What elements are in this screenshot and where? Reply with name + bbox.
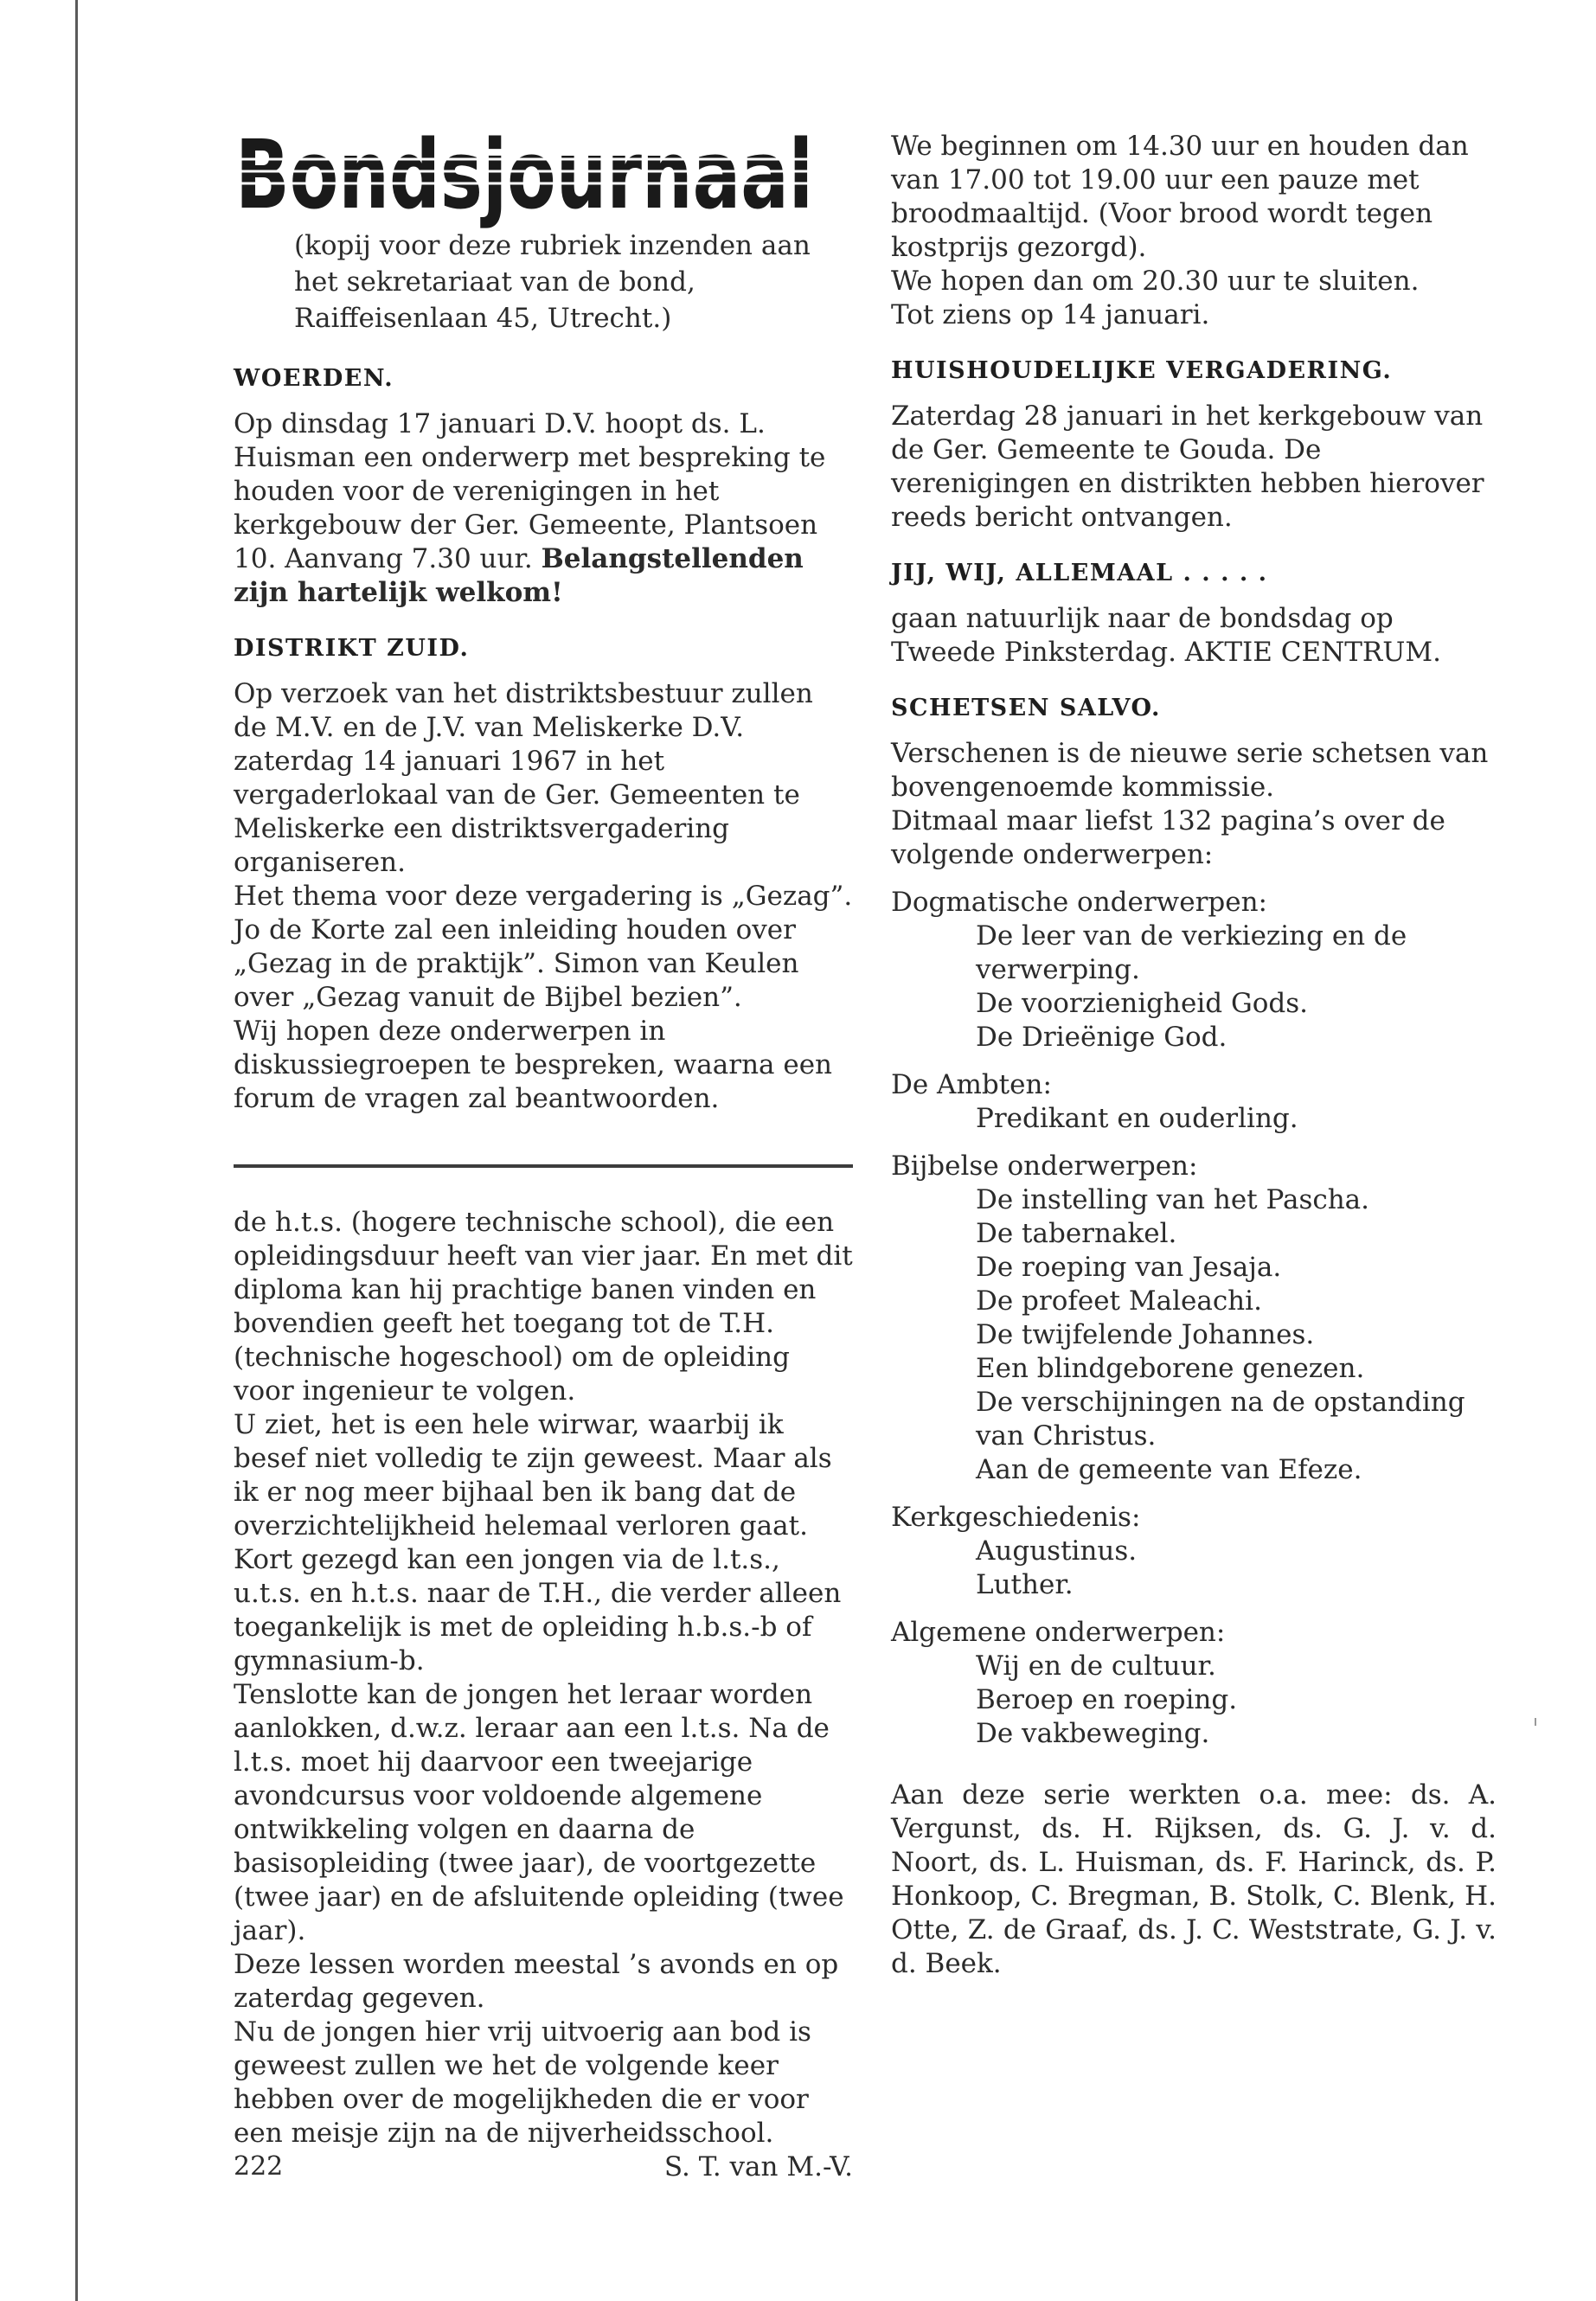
masthead-title: Bondsjournaal <box>235 119 813 230</box>
topic-item: Een blindgeborene genezen. <box>976 1353 1365 1384</box>
woerden-text <box>234 407 853 610</box>
topic-group-general <box>891 1616 1497 1751</box>
topic-item: De vakbeweging. <box>976 1718 1210 1749</box>
column-divider <box>234 1164 853 1168</box>
topic-group-church-history <box>891 1501 1497 1602</box>
district-paragraph: Tot ziens op 14 januari. <box>891 299 1210 330</box>
district-heading: DISTRIKT ZUID. <box>234 635 470 662</box>
district-paragraph: Op verzoek van het distriktsbestuur zullen de M.V. en de J.V. van Meliskerke D.V. zaterdag 14 januari 1967 in het vergaderlokaal van de Ger. Gemeenten te Meliskerke een distriktsvergadering organiseren. <box>234 678 813 878</box>
topic-label: Kerkgeschiedenis: <box>891 1502 1141 1533</box>
topic-item: De roeping van Jesaja. <box>976 1252 1282 1283</box>
article-paragraph: de h.t.s. (hogere technische school), die een opleidingsduur heeft van vier jaar. En met dit diploma kan hij prachtige banen vinden en bovendien geeft het toegang tot de T.H. (technische hogeschool) om de opleiding voor ingenieur te volgen. <box>234 1207 853 1407</box>
topic-item: De instelling van het Pascha. <box>976 1184 1370 1215</box>
district-paragraph: Jo de Korte zal een inleiding houden over „Gezag in de praktijk”. Simon van Keulen over „Gezag vanuit de Bijbel bezien”. <box>234 914 799 1013</box>
topic-label: Bijbelse onderwerpen: <box>891 1150 1198 1182</box>
topic-label: Algemene onderwerpen: <box>891 1617 1226 1648</box>
page-number: 222 <box>234 2151 284 2182</box>
topic-group-dogmatic <box>891 886 1497 1054</box>
district-paragraph: We hopen dan om 20.30 uur te sluiten. <box>891 266 1420 297</box>
topic-item: De leer van de verkiezing en de verwerping. <box>976 920 1407 985</box>
topic-label: Dogmatische onderwerpen: <box>891 887 1267 918</box>
article-paragraph: Deze lessen worden meestal ’s avonds en op zaterdag gegeven. <box>234 1949 839 2014</box>
topic-item: Predikant en ouderling. <box>976 1103 1298 1134</box>
intro-note: (kopij voor deze rubriek inzenden aan het sekretariaat van de bond, Raiffeisenlaan 45, Utrecht.) <box>294 230 811 334</box>
page-edge-rule <box>75 0 78 2301</box>
topic-group-bible <box>891 1150 1497 1487</box>
topic-label: De Ambten: <box>891 1069 1052 1100</box>
article-paragraph: Tenslotte kan de jongen het leraar worden aanlokken, d.w.z. leraar aan een l.t.s. Na de l.t.s. moet hij daarvoor een tweejarige avondcursus voor voldoende algemene ontwikkeling volgen en daarna de basisopleiding (twee jaar), de voortgezette (twee jaar) en de afsluitende opleiding (twee jaar). <box>234 1679 844 1946</box>
article-signature: S. T. van M.-V. <box>663 2151 853 2182</box>
schetsen-heading: SCHETSEN SALVO. <box>891 695 1161 721</box>
topic-item: Wij en de cultuur. <box>976 1650 1216 1682</box>
topic-list <box>891 1535 1497 1602</box>
schetsen-paragraph: Ditmaal maar liefst 132 pagina’s over de volgende onderwerpen: <box>891 805 1445 870</box>
topic-group-offices <box>891 1068 1497 1136</box>
schetsen-paragraph: Verschenen is de nieuwe serie schetsen van bovengenoemde kommissie. <box>891 738 1489 803</box>
article-paragraph: Nu de jongen hier vrij uitvoerig aan bod is geweest zullen we het de volgende keer hebben over de mogelijkheden die er voor een meisje zijn na de nijverheidsschool. <box>234 2016 811 2149</box>
topic-list <box>891 920 1497 1054</box>
topic-item: Luther. <box>976 1569 1074 1600</box>
topic-item: De profeet Maleachi. <box>976 1285 1262 1317</box>
topic-item: Aan de gemeente van Efeze. <box>976 1454 1362 1485</box>
jij-text: gaan natuurlijk naar de bondsdag op Tweede Pinksterdag. AKTIE CENTRUM. <box>891 603 1441 668</box>
district-paragraph: Het thema voor deze vergadering is „Gezag”. <box>234 881 853 912</box>
topic-item: Beroep en roeping. <box>976 1684 1238 1715</box>
topic-item: De voorzienigheid Gods. <box>976 988 1308 1019</box>
household-text: Zaterdag 28 januari in het kerkgebouw van de Ger. Gemeente te Gouda. De verenigingen en distrikten hebben hierover reeds bericht ontvangen. <box>891 401 1484 533</box>
topic-list <box>891 1183 1497 1487</box>
woerden-welcome: Belangstellenden zijn hartelijk welkom! <box>234 543 804 608</box>
woerden-heading: WOERDEN. <box>234 365 394 392</box>
topic-item: Augustinus. <box>976 1535 1138 1567</box>
article-paragraph: U ziet, het is een hele wirwar, waarbij ik besef niet volledig te zijn geweest. Maar als ik er nog meer bijhaal ben ik bang dat de overzichtelijkheid helemaal verloren gaat. Kort gezegd kan een jongen via de l.t.s., u.t.s. en h.t.s. naar de T.H., die verder alleen toegankelijk is met de opleiding h.b.s.-b of gymnasium-b. <box>234 1409 842 1676</box>
household-heading: HUISHOUDELIJKE VERGADERING. <box>891 357 1393 384</box>
topic-item: De Drieënige God. <box>976 1022 1227 1053</box>
topic-item: De verschijningen na de opstanding van Christus. <box>976 1387 1465 1452</box>
left-column <box>234 119 853 2184</box>
masthead-logo <box>234 119 853 230</box>
district-paragraph: Wij hopen deze onderwerpen in diskussiegroepen te bespreken, waarna een forum de vragen zal beantwoorden. <box>234 1016 833 1114</box>
credits-paragraph: Aan deze serie werkten o.a. mee: ds. A. Vergunst, ds. H. Rijksen, ds. G. J. v. d. Noort, ds. L. Huisman, ds. F. Harinck, ds. P. Honkoop, C. Bregman, B. Stolk, C. Blenk, H. Otte, Z. de Graaf, ds. J. C. Weststrate, G. J. v. d. Beek. <box>891 1779 1497 1979</box>
topic-list <box>891 1650 1497 1751</box>
jij-heading: JIJ, WIJ, ALLEMAAL . . . . . <box>891 560 1268 586</box>
district-paragraph: We beginnen om 14.30 uur en houden dan van 17.00 tot 19.00 uur een pauze met broodmaaltijd. (Voor brood wordt tegen kostprijs gezorgd). <box>891 131 1469 263</box>
topic-item: De twijfelende Johannes. <box>976 1319 1315 1350</box>
scan-mark <box>1535 1718 1536 1726</box>
woerden-body: Op dinsdag 17 januari D.V. hoopt ds. L. Huisman een onderwerp met bespreking te houden voor de verenigingen in het kerkgebouw der Ger. Gemeente, Plantsoen 10. Aanvang 7.30 uur. <box>234 408 826 574</box>
right-column <box>891 130 1497 1981</box>
topic-item: De tabernakel. <box>976 1218 1177 1249</box>
masthead <box>234 119 853 230</box>
topic-list <box>891 1102 1497 1136</box>
